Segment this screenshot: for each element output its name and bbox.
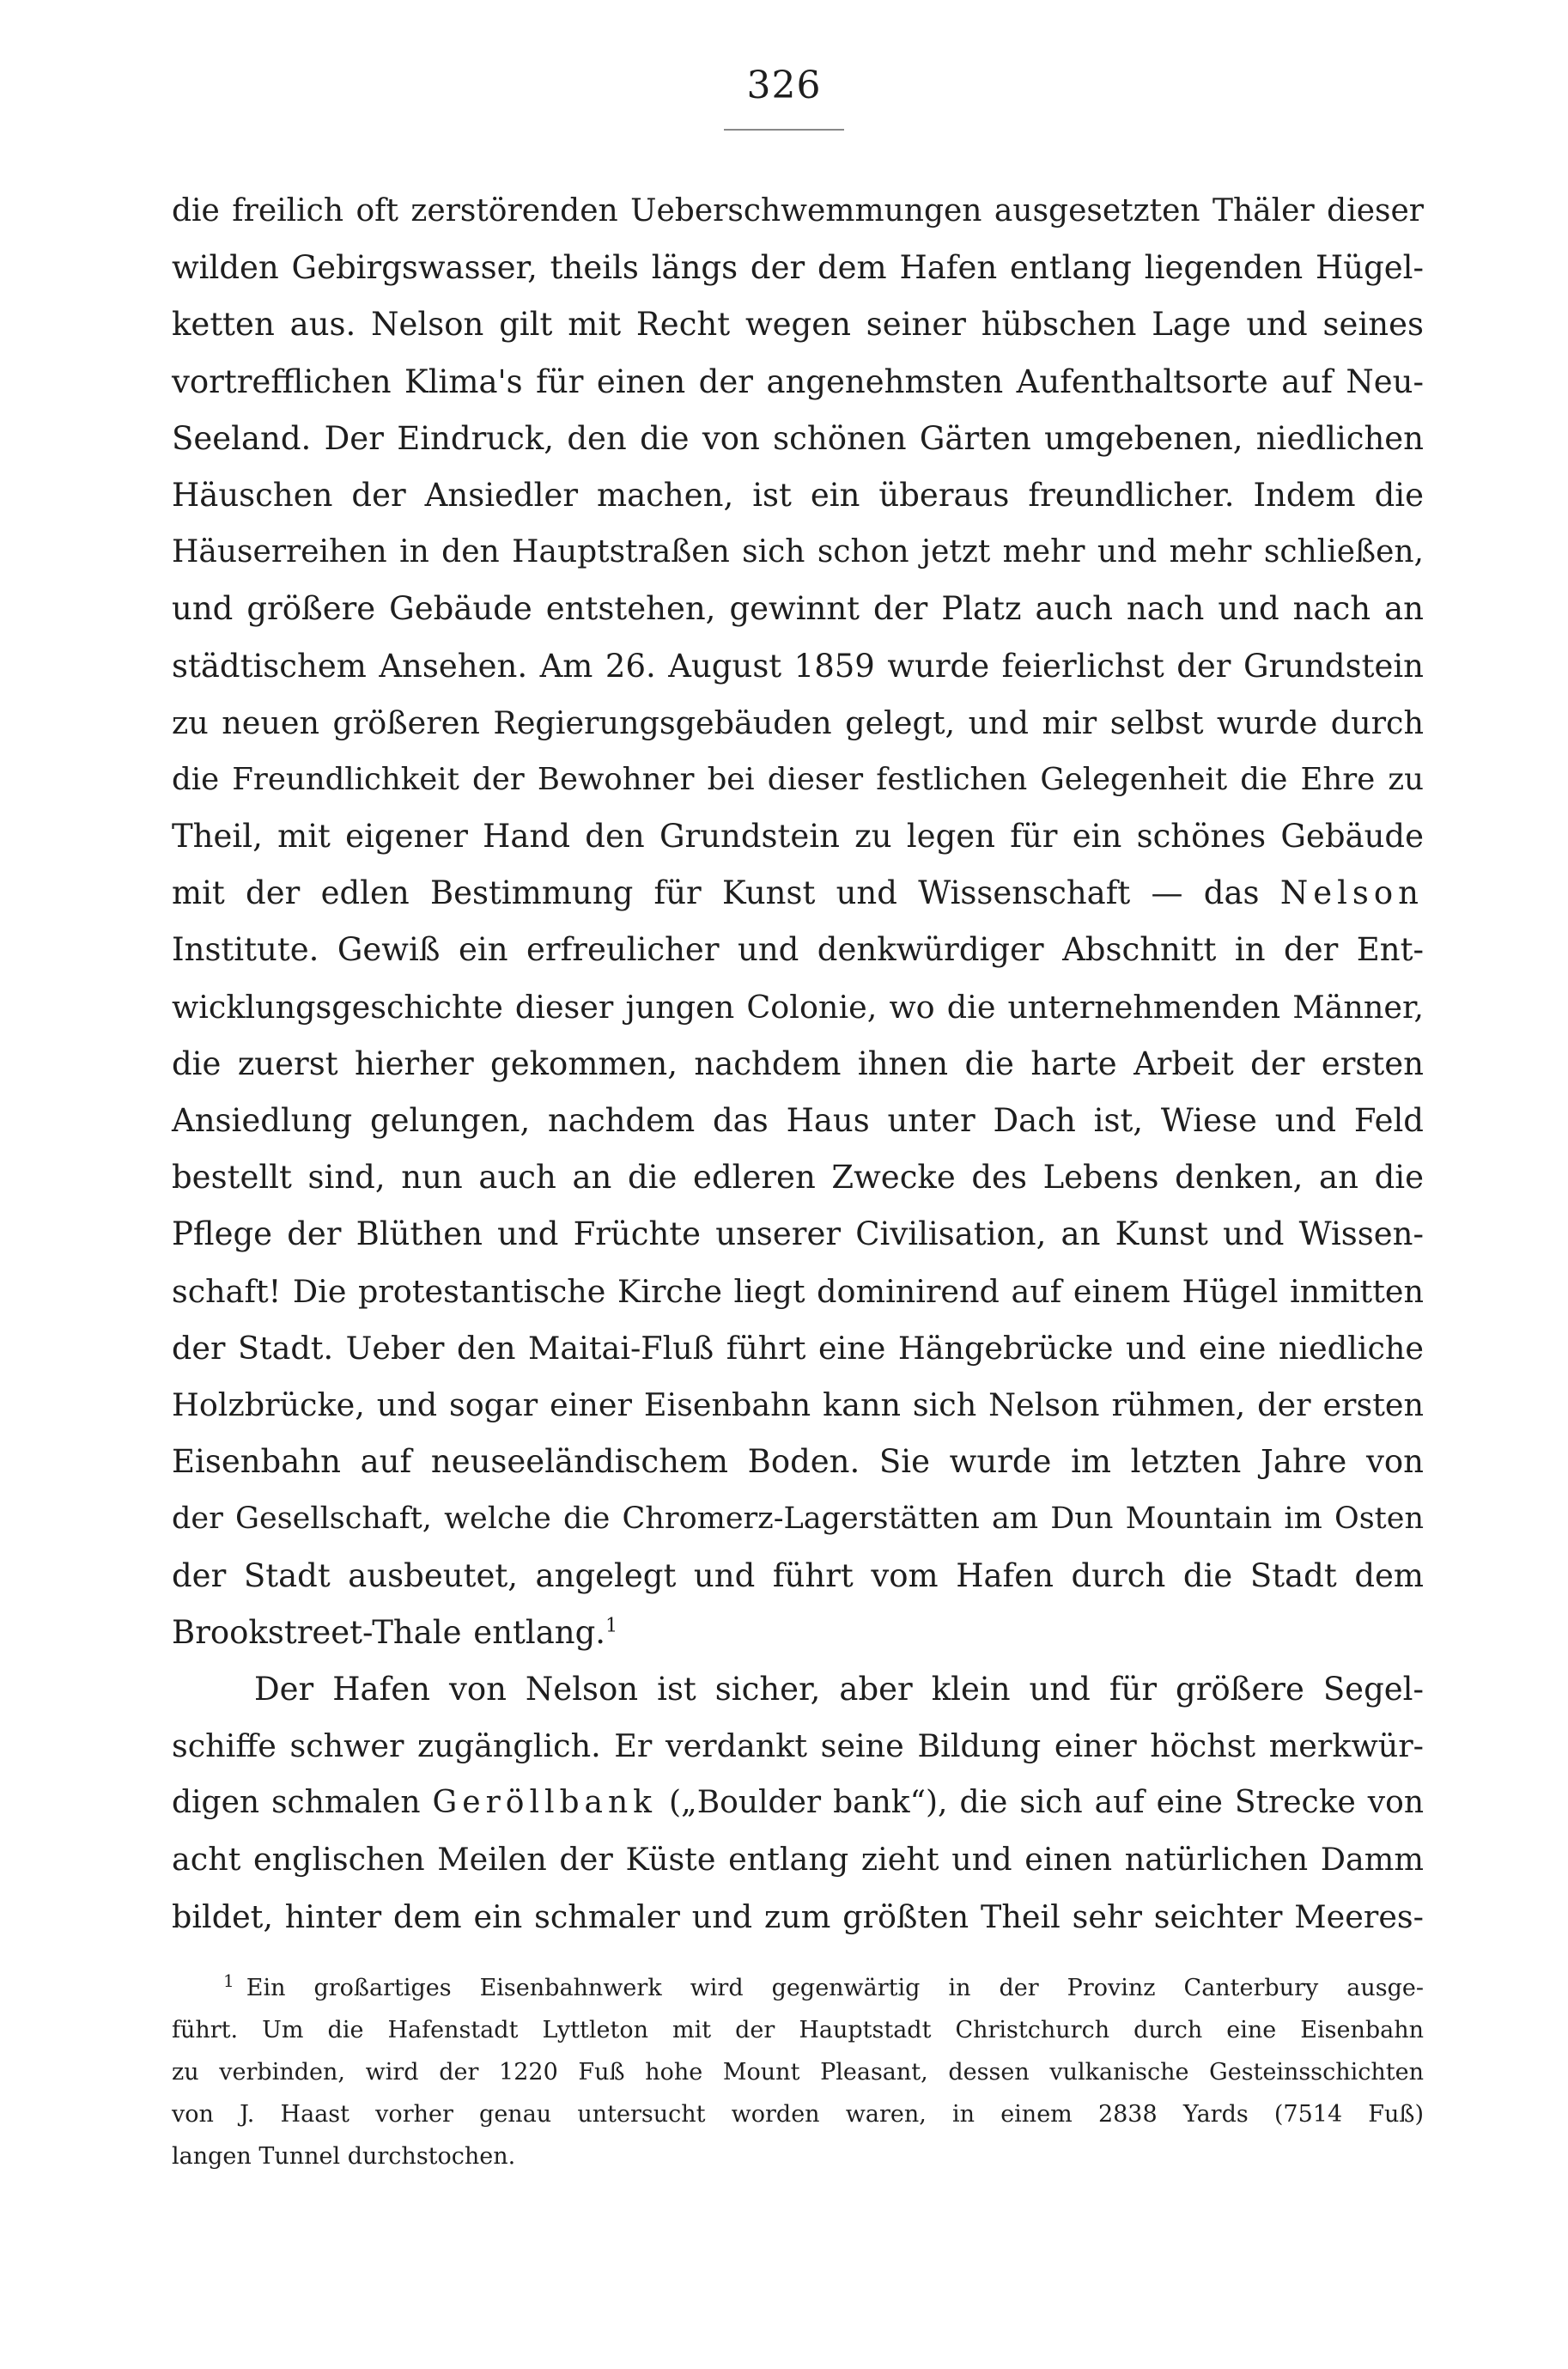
text-line: der Stadt ausbeutet, angelegt und führt vom Hafen durch die Stadt dem [172, 1556, 1424, 1594]
text-line: Häuserreihen in den Hauptstraßen sich schon jetzt mehr und mehr schließen, [172, 534, 1424, 570]
text-line: zu neuen größeren Regierungsgebäuden gelegt, und mir selbst wurde durch [172, 703, 1424, 741]
footnote-line: von J. Haast vorher genau untersucht worden waren, in einem 2838 Yards (7514 Fuß) [172, 2101, 1424, 2128]
boulder-bank-term: („Boulder bank“), [669, 1785, 948, 1821]
line-text: mit der edlen Bestimmung für Kunst und Wissenschaft — das [172, 874, 1260, 912]
text-line: Pflege der Blüthen und Früchte unserer Civilisation, an Kunst und Wissen- [172, 1215, 1424, 1253]
footnote-line: zu verbinden, wird der 1220 Fuß hohe Mount Pleasant, dessen vulkanische Gesteinsschichten [172, 2059, 1424, 2086]
header-rule [724, 129, 844, 131]
text-line: der Stadt. Ueber den Maitai-Fluß führt eine Hängebrücke und eine niedliche [172, 1329, 1424, 1367]
spaced-term-geroellbank: Geröllbank [432, 1785, 657, 1821]
text-line-paragraph-start: Der Hafen von Nelson ist sicher, aber klein und für größere Segel- [254, 1670, 1424, 1708]
text-line: Theil, mit eigener Hand den Grundstein zu legen für ein schönes Gebäude [172, 818, 1424, 856]
text-line: die zuerst hierher gekommen, nachdem ihnen die harte Arbeit der ersten [172, 1044, 1424, 1082]
text-line: Häuschen der Ansiedler machen, ist ein überaus freundlicher. Indem die [172, 476, 1424, 514]
page-number: 326 [746, 64, 822, 107]
line-text: Brookstreet-Thale entlang. [172, 1613, 606, 1651]
footnote-number: 1 [223, 1970, 234, 1991]
text-line: schiffe schwer zugänglich. Er verdankt seine Bildung einer höchst merkwür- [172, 1727, 1424, 1765]
spaced-name-nelson: Nelson [1279, 874, 1425, 912]
text-line: ketten aus. Nelson gilt mit Recht wegen seiner hübschen Lage und seines [172, 306, 1424, 344]
body-text [172, 183, 1424, 1946]
text-line: wicklungsgeschichte dieser jungen Colonie, wo die unternehmenden Männer, [172, 988, 1424, 1026]
text-line: Institute. Gewiß ein erfreulicher und denkwürdiger Abschnitt in der Ent- [172, 931, 1424, 969]
text-line-with-spaced-name [172, 865, 1424, 922]
text-line: der Gesellschaft, welche die Chromerz-Lagerstätten am Dun Mountain im Osten [172, 1501, 1424, 1537]
text-line: schaft! Die protestantische Kirche liegt dominirend auf einem Hügel inmitten [172, 1272, 1424, 1310]
line-text-rest: die sich auf eine Strecke von [959, 1785, 1424, 1821]
text-line: Holzbrücke, und sogar einer Eisenbahn kann sich Nelson rühmen, der ersten [172, 1385, 1424, 1423]
text-line: bildet, hinter dem ein schmaler und zum größten Theil sehr seichter Meeres- [172, 1897, 1424, 1935]
text-line: Ansiedlung gelungen, nachdem das Haus unter Dach ist, Wiese und Feld [172, 1102, 1424, 1139]
text-line: Seeland. Der Eindruck, den die von schönen Gärten umgebenen, niedlichen [172, 419, 1424, 457]
text-line: und größere Gebäude entstehen, gewinnt der Platz auch nach und nach an [172, 590, 1424, 628]
footnote-text: Ein großartiges Eisenbahnwerk wird gegenwärtig in der Provinz Canterbury ausge- [246, 1975, 1424, 2001]
text-line-with-spaced-term [172, 1775, 1424, 1831]
text-line: die freilich oft zerstörenden Ueberschwemmungen ausgesetzten Thäler dieser [172, 193, 1424, 228]
text-line: die Freundlichkeit der Bewohner bei dieser festlichen Gelegenheit die Ehre zu [172, 761, 1424, 797]
footnote-line: führt. Um die Hafenstadt Lyttleton mit der Hauptstadt Christchurch durch eine Eisenbahn [172, 2017, 1424, 2043]
footnote [172, 1967, 1424, 2177]
line-text: digen schmalen [172, 1785, 421, 1821]
text-line: acht englischen Meilen der Küste entlang zieht und einen natürlichen Damm [172, 1841, 1424, 1879]
footnote-reference: 1 [605, 1615, 618, 1637]
text-line: wilden Gebirgswasser, theils längs der dem Hafen entlang liegenden Hügel- [172, 249, 1424, 287]
text-line: vortrefflichen Klima's für einen der angenehmsten Aufenthaltsorte auf Neu- [172, 362, 1424, 400]
footnote-line [172, 1967, 1424, 2009]
text-line-paragraph-end [172, 1605, 1424, 1661]
text-line: bestellt sind, nun auch an die edleren Zwecke des Lebens denken, an die [172, 1159, 1424, 1197]
text-line: städtischem Ansehen. Am 26. August 1859 wurde feierlichst der Grundstein [172, 647, 1424, 685]
text-line: Eisenbahn auf neuseeländischem Boden. Sie wurde im letzten Jahre von [172, 1443, 1424, 1481]
footnote-line: langen Tunnel durchstochen. [172, 2143, 516, 2170]
